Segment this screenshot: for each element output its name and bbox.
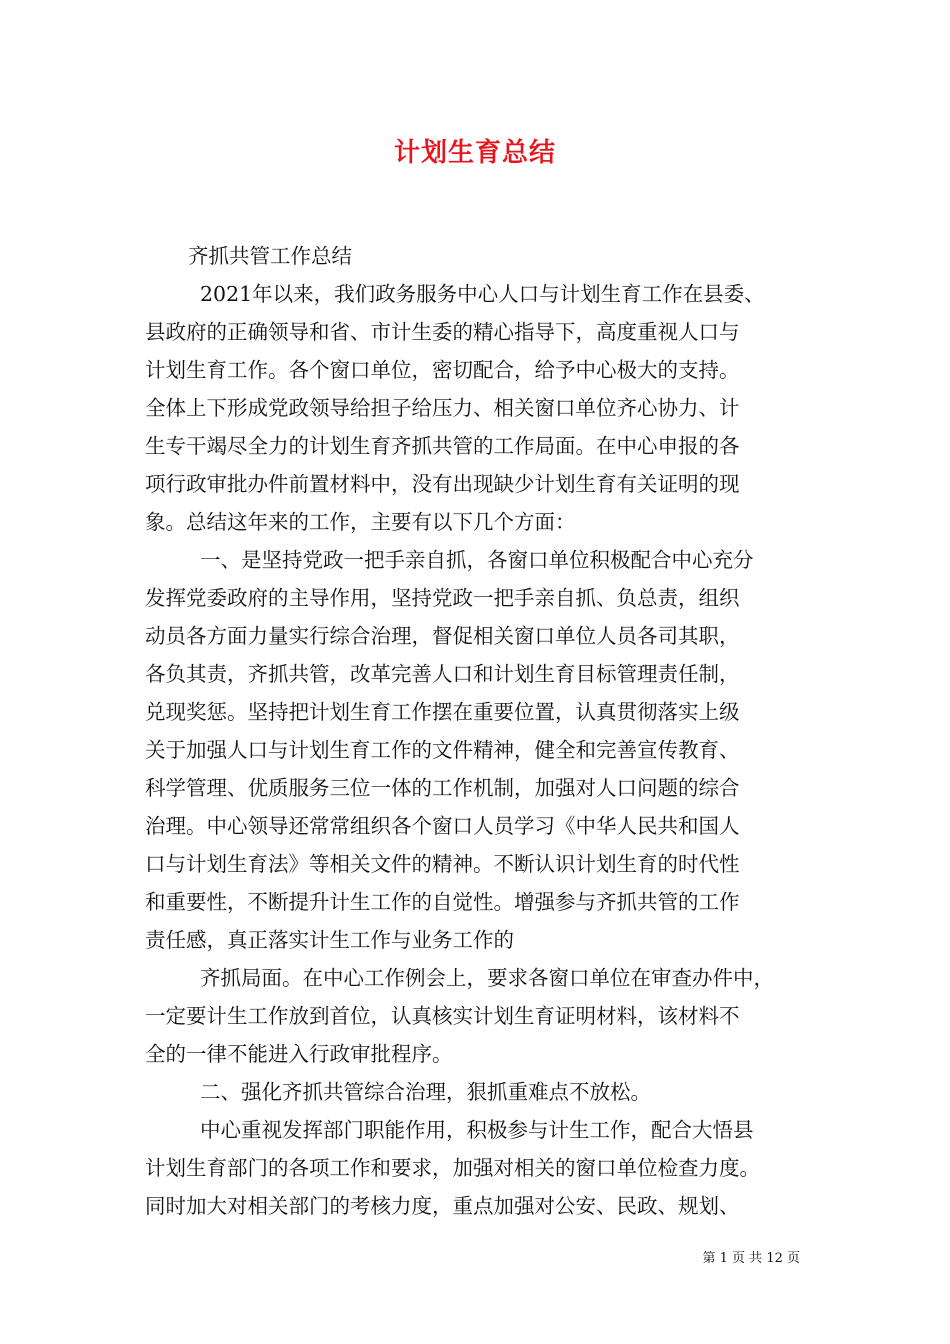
body-line: 兑现奖惩。坚持把计划生育工作摆在重要位置，认真贯彻落实上级 xyxy=(145,700,740,724)
body-line: 责任感，真正落实计生工作与业务工作的 xyxy=(145,928,514,952)
body-line: 口与计划生育法》等相关文件的精神。不断认识计划生育的时代性 xyxy=(145,852,740,876)
body-line: 动员各方面力量实行综合治理，督促相关窗口单位人员各司其职， xyxy=(145,624,740,648)
body-line: 各负其责，齐抓共管，改革完善人口和计划生育目标管理责任制， xyxy=(145,662,740,686)
body-line: 和重要性，不断提升计生工作的自觉性。增强参与齐抓共管的工作 xyxy=(145,890,740,914)
body-line: 计划生育部门的各项工作和要求，加强对相关的窗口单位检查力度。 xyxy=(145,1156,760,1180)
body-line: 发挥党委政府的主导作用，坚持党政一把手亲自抓、负总责，组织 xyxy=(145,586,740,610)
body-line: 县政府的正确领导和省、市计生委的精心指导下，高度重视人口与 xyxy=(145,320,740,344)
body-line: 计划生育工作。各个窗口单位，密切配合，给予中心极大的支持。 xyxy=(145,358,740,382)
body-line: 二、强化齐抓共管综合治理，狠抓重难点不放松。 xyxy=(200,1080,651,1104)
body-line: 象。总结这年来的工作，主要有以下几个方面： xyxy=(145,510,576,534)
body-line: 生专干竭尽全力的计划生育齐抓共管的工作局面。在中心申报的各 xyxy=(145,434,740,458)
body-line: 全体上下形成党政领导给担子给压力、相关窗口单位齐心协力、计 xyxy=(145,396,740,420)
body-line: 治理。中心领导还常常组织各个窗口人员学习《中华人民共和国人 xyxy=(145,814,740,838)
body-line: 齐抓局面。在中心工作例会上，要求各窗口单位在审查办件中， xyxy=(200,966,774,990)
body-line: 关于加强人口与计划生育工作的文件精神，健全和完善宣传教育、 xyxy=(145,738,740,762)
body-line: 一定要计生工作放到首位，认真核实计划生育证明材料，该材料不 xyxy=(145,1004,740,1028)
body-line: 同时加大对相关部门的考核力度，重点加强对公安、民政、规划、 xyxy=(145,1194,740,1218)
body-line: 中心重视发挥部门职能作用，积极参与计生工作，配合大悟县 xyxy=(200,1118,754,1142)
body-line: 科学管理、优质服务三位一体的工作机制，加强对人口问题的综合 xyxy=(145,776,740,800)
body-line: 一、是坚持党政一把手亲自抓，各窗口单位积极配合中心充分 xyxy=(200,548,754,572)
page-number: 第 1 页 共 12 页 xyxy=(702,1251,800,1266)
document-title: 计划生育总结 xyxy=(393,138,556,168)
section-heading: 齐抓共管工作总结 xyxy=(188,244,352,268)
body-line: 2021年以来，我们政务服务中心人口与计划生育工作在县委、 xyxy=(200,282,765,306)
body-line: 全的一律不能进入行政审批程序。 xyxy=(145,1042,453,1066)
body-line: 项行政审批办件前置材料中，没有出现缺少计划生育有关证明的现 xyxy=(145,472,740,496)
